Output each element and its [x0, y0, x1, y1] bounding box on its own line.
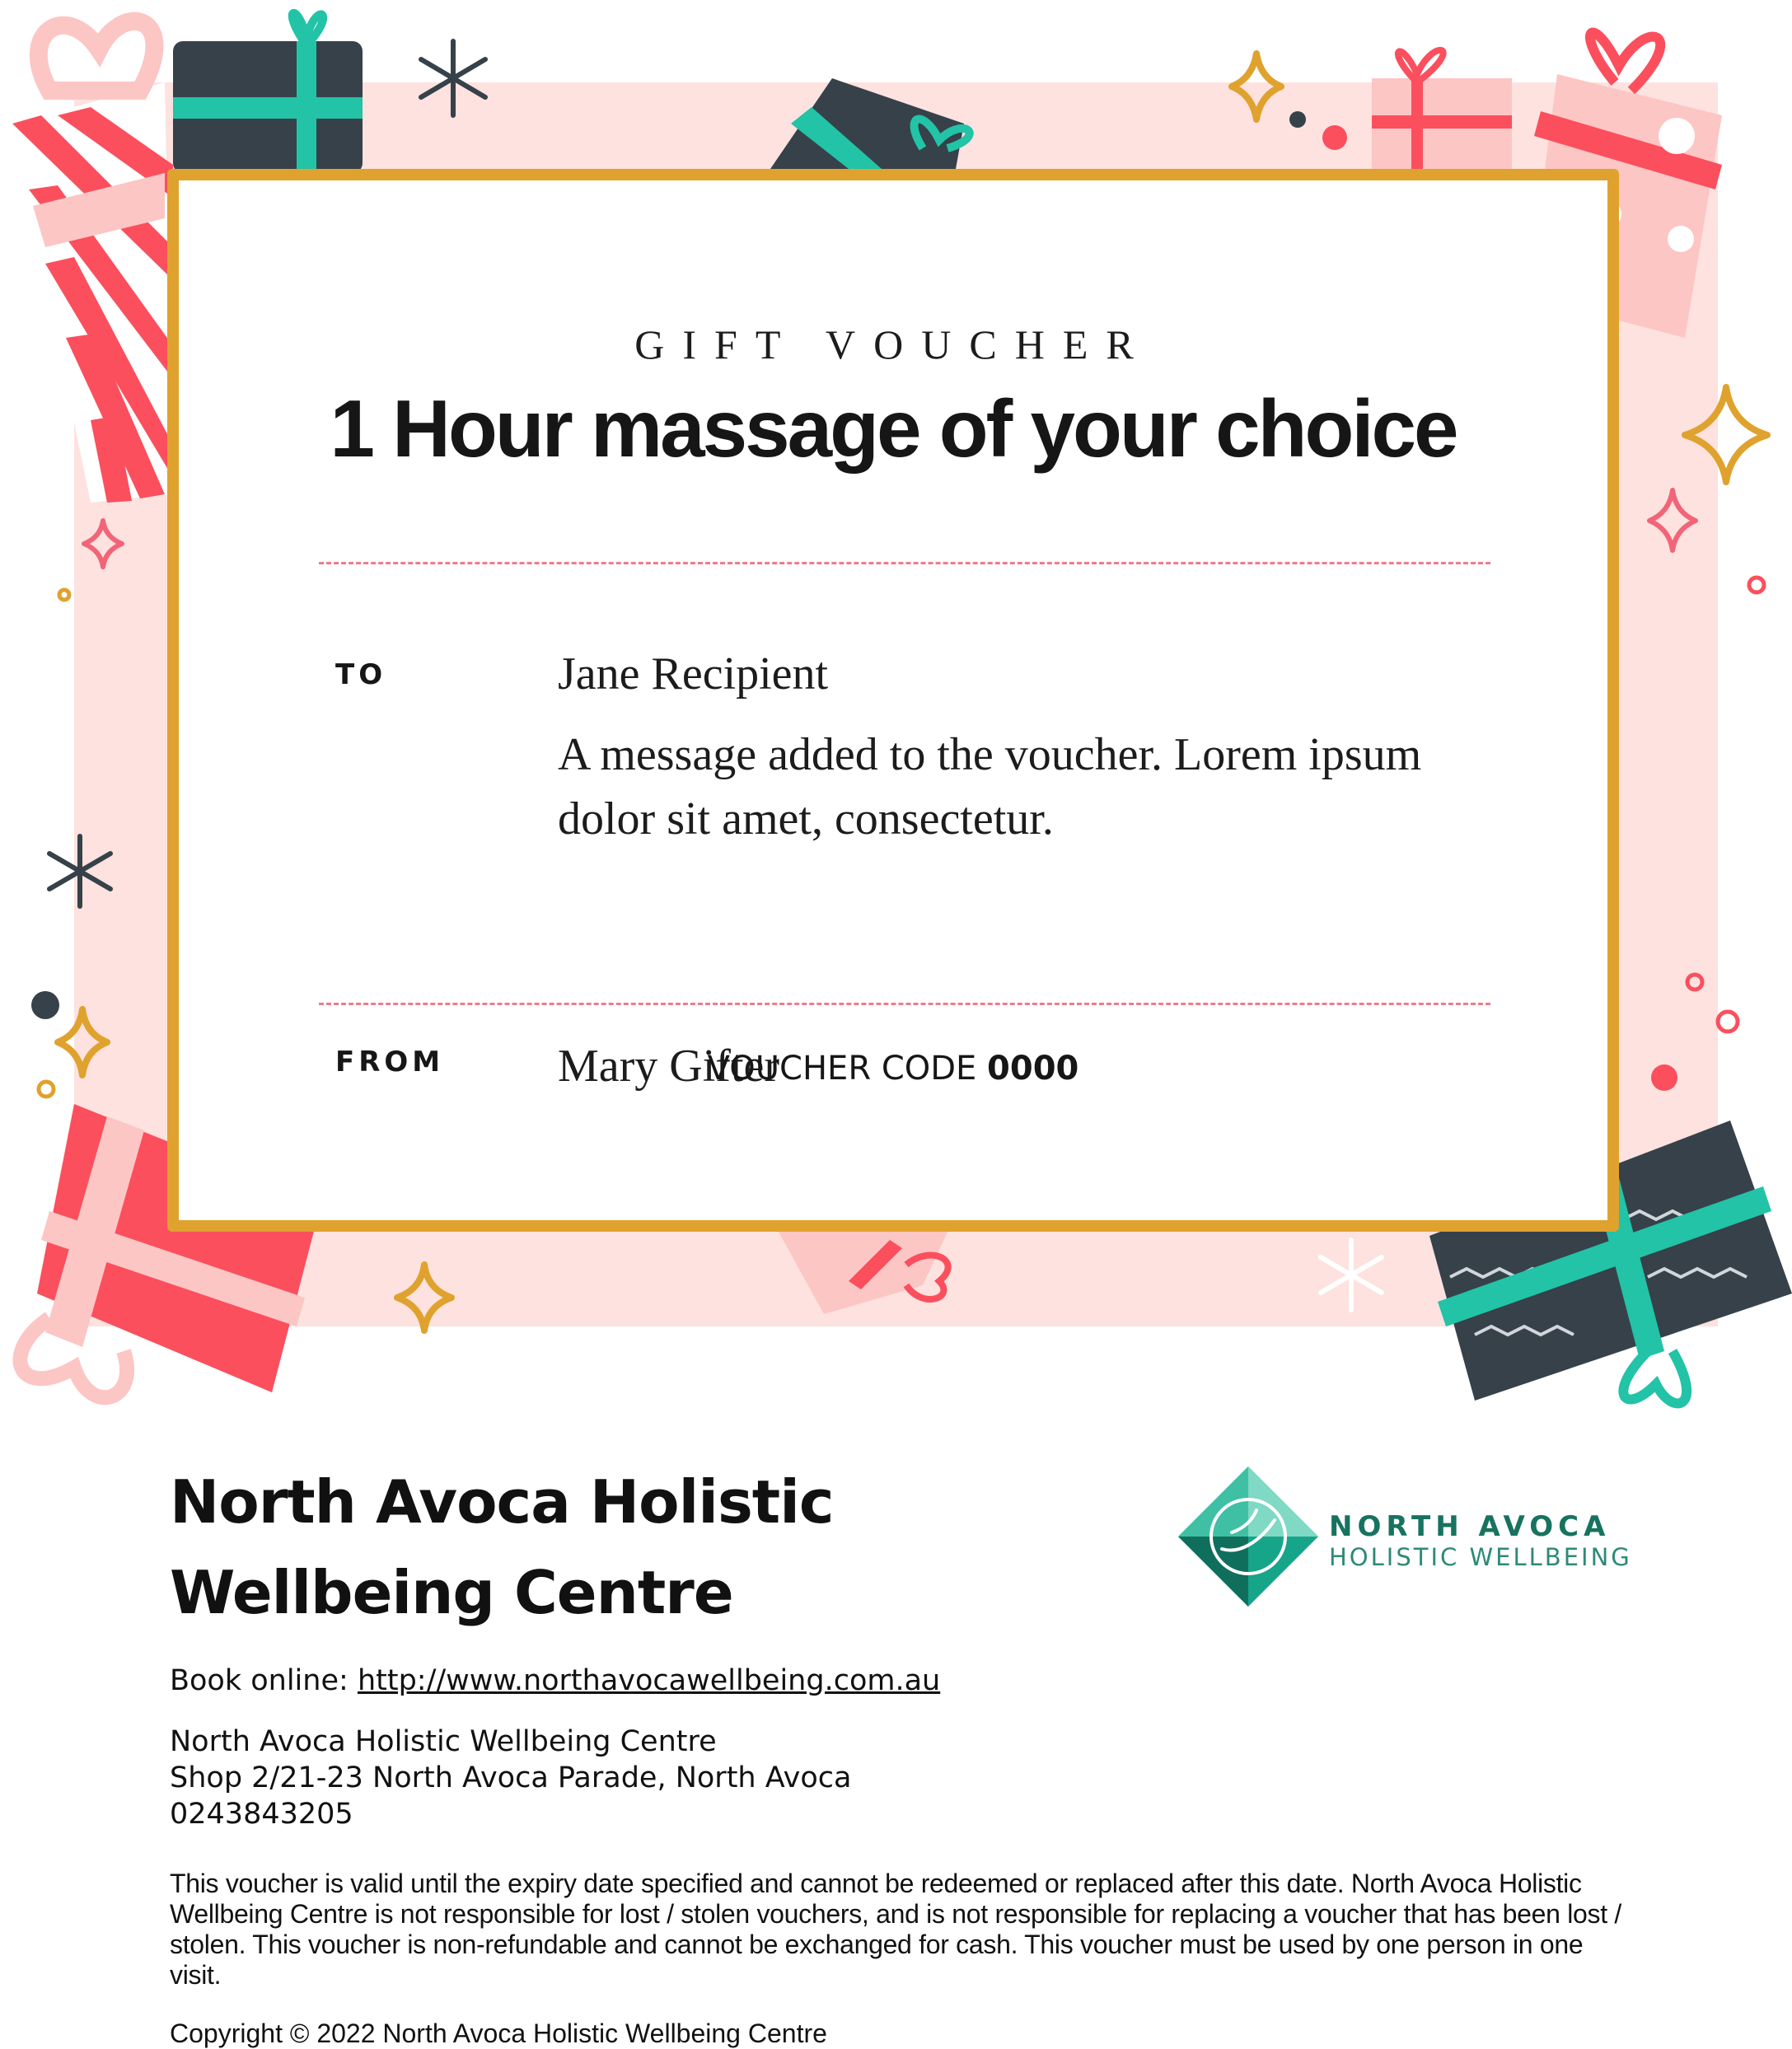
- voucher-headline: 1 Hour massage of your choice: [330, 383, 1457, 474]
- address-block: [170, 1724, 851, 1832]
- address-name: North Avoca Holistic Wellbeing Centre: [170, 1725, 717, 1758]
- logo-line2: HOLISTIC WELLBEING: [1329, 1543, 1632, 1571]
- voucher-card: [167, 169, 1619, 1232]
- business-name-line1: North Avoca Holistic: [170, 1467, 834, 1537]
- logo-line1: NORTH AVOCA: [1329, 1510, 1611, 1543]
- logo: [1174, 1462, 1792, 1611]
- logo-diamond-icon: [1174, 1462, 1322, 1611]
- voucher-message: A message added to the voucher. Lorem ipsum dolor sit amet, consectetur.: [558, 729, 1422, 844]
- to-label: TO: [335, 658, 387, 691]
- booking-label: Book online:: [170, 1664, 349, 1697]
- copyright-text: Copyright © 2022 North Avoca Holistic Wellbeing Centre: [170, 2019, 827, 2048]
- voucher-code: [179, 1050, 1607, 1088]
- gifter-name: Mary Gifter: [558, 1041, 780, 1092]
- from-label: FROM: [335, 1046, 445, 1078]
- voucher-code-label: VOUCHER CODE: [707, 1050, 977, 1088]
- terms-text: This voucher is valid until the expiry date specified and cannot be redeemed or replaced after this date. North Avoca Holistic Wellbeing Centre is not responsible for lost / stolen vouchers, and is not responsible for replacing a voucher that has been lost / stolen. This voucher is non-refundable and cannot be exchanged for cash. This voucher must be used by one person in one visit.: [170, 1869, 1622, 1990]
- dashed-divider-bottom: [319, 1003, 1490, 1005]
- striped-gift-top-left: [12, 21, 173, 503]
- business-name-line2: Wellbeing Centre: [170, 1558, 733, 1627]
- dashed-divider-top: [319, 562, 1490, 564]
- business-name: [170, 1457, 911, 1638]
- booking-line: [170, 1664, 940, 1697]
- voucher-code-value: 0000: [987, 1050, 1079, 1088]
- dark-gift-top: [173, 13, 363, 173]
- address-street: Shop 2/21-23 North Avoca Parade, North Avoca: [170, 1761, 852, 1794]
- voucher-eyebrow: GIFT VOUCHER: [634, 321, 1152, 367]
- recipient-name: Jane Recipient: [558, 648, 829, 699]
- phone-number: 0243843205: [170, 1798, 353, 1831]
- booking-link[interactable]: http://www.northavocawellbeing.com.au: [357, 1664, 941, 1697]
